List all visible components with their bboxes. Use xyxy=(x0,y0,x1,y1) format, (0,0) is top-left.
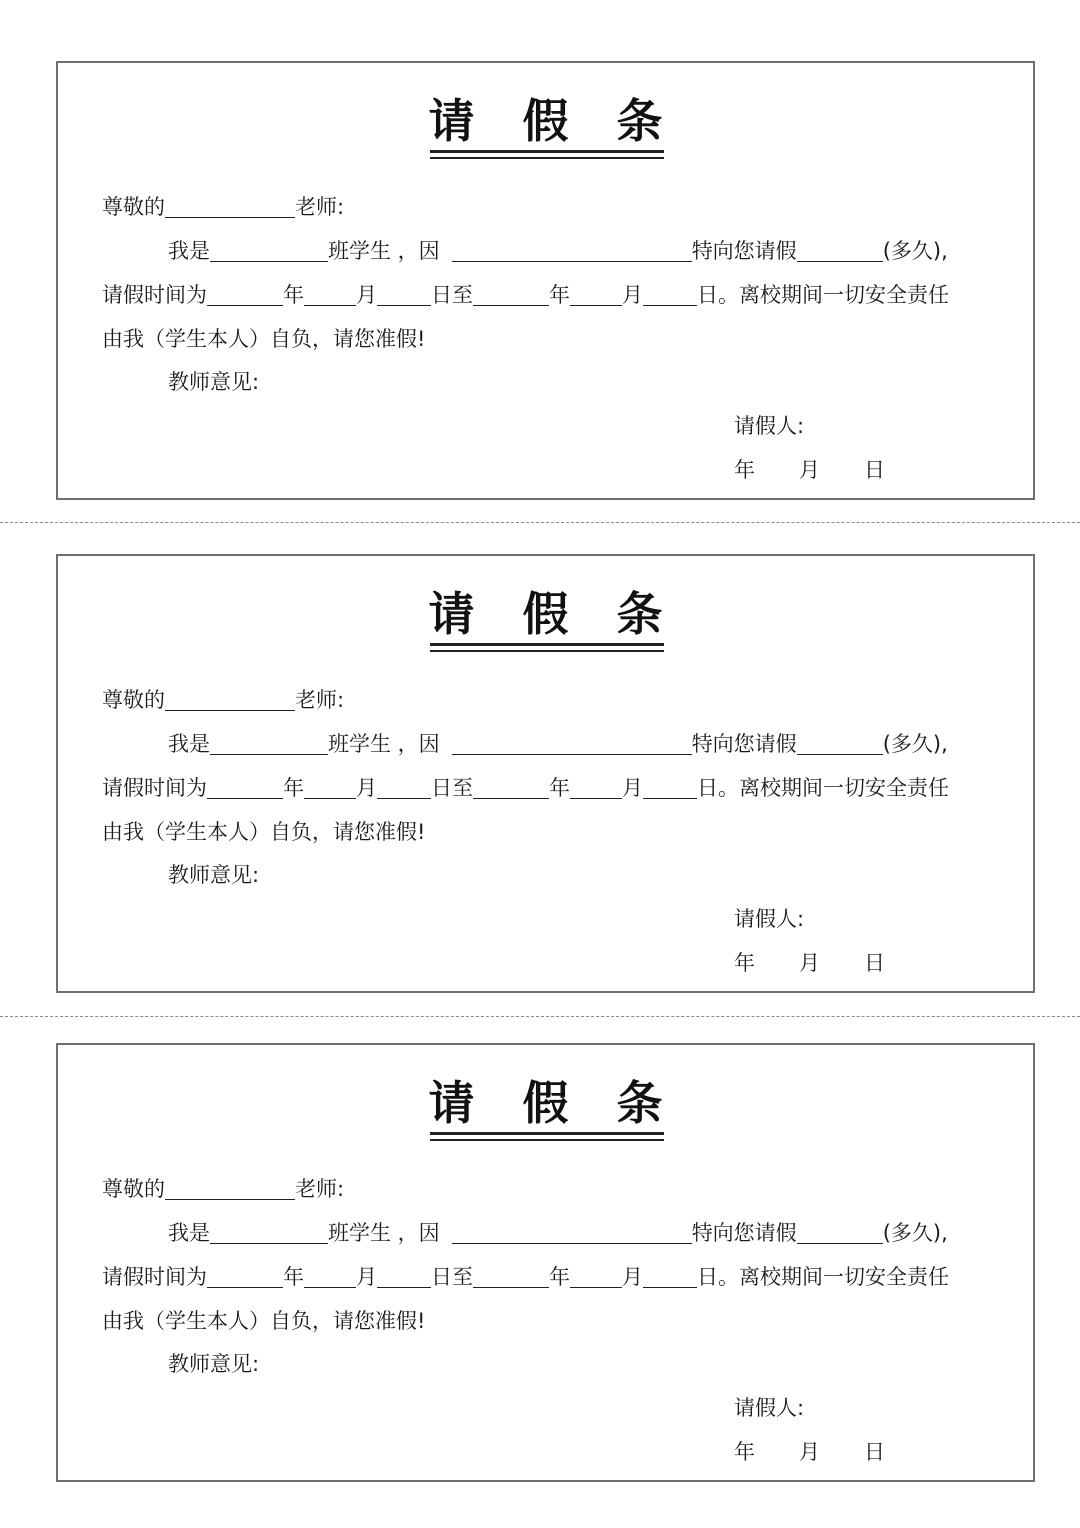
month-label: 月 xyxy=(622,283,643,307)
end-day-blank[interactable] xyxy=(643,776,697,799)
duration-blank[interactable] xyxy=(797,732,883,755)
date-month-label: 月 xyxy=(799,458,820,482)
year-label: 年 xyxy=(283,1265,304,1289)
reason-blank[interactable] xyxy=(452,1221,692,1244)
teacher-name-blank[interactable] xyxy=(165,195,295,218)
year-label: 年 xyxy=(549,283,570,307)
salutation-suffix: 老师: xyxy=(295,688,345,712)
start-year-blank[interactable] xyxy=(207,283,283,306)
salutation-line xyxy=(102,686,344,714)
date-day-label: 日 xyxy=(864,951,885,975)
class-blank[interactable] xyxy=(210,732,328,755)
slip-title xyxy=(58,586,1033,642)
start-year-blank[interactable] xyxy=(207,1265,283,1288)
title-char: 假 xyxy=(522,94,569,148)
line2-prefix: 我是 xyxy=(168,239,210,263)
salutation-prefix: 尊敬的 xyxy=(102,1177,165,1201)
start-month-blank[interactable] xyxy=(304,1265,356,1288)
line3-prefix: 请假时间为 xyxy=(102,1265,207,1289)
line2-reason-suffix: 特向您请假 xyxy=(691,1221,797,1245)
student-line xyxy=(168,237,948,265)
duration-blank[interactable] xyxy=(797,239,883,262)
month-label: 月 xyxy=(622,1265,643,1289)
date-month-label: 月 xyxy=(799,951,820,975)
date-year-label: 年 xyxy=(734,458,755,482)
end-year-blank[interactable] xyxy=(473,283,549,306)
end-month-blank[interactable] xyxy=(570,1265,622,1288)
title-char: 请 xyxy=(428,1076,475,1130)
date-year-label: 年 xyxy=(734,1440,755,1464)
line2-class-text: 班学生 ，因 xyxy=(328,1221,440,1245)
student-line xyxy=(168,730,948,758)
slip-title xyxy=(58,1075,1033,1131)
line3-end: 日。离校期间一切安全责任 xyxy=(697,1265,949,1289)
title-char: 条 xyxy=(616,1076,663,1130)
line2-prefix: 我是 xyxy=(168,732,210,756)
date-day-label: 日 xyxy=(864,1440,885,1464)
month-label: 月 xyxy=(356,776,377,800)
salutation-suffix: 老师: xyxy=(295,195,345,219)
applicant-label: 请假人: xyxy=(734,907,805,931)
teacher-opinion-label: 教师意见: xyxy=(168,863,260,887)
end-month-blank[interactable] xyxy=(570,776,622,799)
class-blank[interactable] xyxy=(210,1221,328,1244)
end-year-blank[interactable] xyxy=(473,1265,549,1288)
year-label: 年 xyxy=(283,776,304,800)
line3-end: 日。离校期间一切安全责任 xyxy=(697,776,949,800)
year-label: 年 xyxy=(283,283,304,307)
responsibility-line: 由我（学生本人）自负，请您准假! xyxy=(102,820,426,844)
cut-line xyxy=(0,522,1080,523)
title-char: 请 xyxy=(428,587,475,641)
student-line xyxy=(168,1219,948,1247)
start-year-blank[interactable] xyxy=(207,776,283,799)
title-char: 条 xyxy=(616,94,663,148)
start-day-blank[interactable] xyxy=(377,1265,431,1288)
title-char: 假 xyxy=(522,1076,569,1130)
start-day-blank[interactable] xyxy=(377,283,431,306)
line2-prefix: 我是 xyxy=(168,1221,210,1245)
signature-date xyxy=(734,949,885,977)
leave-slip-1 xyxy=(56,61,1035,500)
line2-class-text: 班学生 ，因 xyxy=(328,732,440,756)
title-char: 假 xyxy=(522,587,569,641)
period-line xyxy=(102,281,949,309)
salutation-prefix: 尊敬的 xyxy=(102,195,165,219)
salutation-line xyxy=(102,1175,344,1203)
month-label: 月 xyxy=(622,776,643,800)
salutation-prefix: 尊敬的 xyxy=(102,688,165,712)
responsibility-line: 由我（学生本人）自负，请您准假! xyxy=(102,327,426,351)
period-line xyxy=(102,1263,949,1291)
line2-duration-suffix: (多久), xyxy=(882,1221,948,1245)
class-blank[interactable] xyxy=(210,239,328,262)
line2-reason-suffix: 特向您请假 xyxy=(691,239,797,263)
signature-date xyxy=(734,1438,885,1466)
responsibility-line: 由我（学生本人）自负，请您准假! xyxy=(102,1309,426,1333)
teacher-opinion-label: 教师意见: xyxy=(168,370,260,394)
end-year-blank[interactable] xyxy=(473,776,549,799)
line3-prefix: 请假时间为 xyxy=(102,283,207,307)
month-label: 月 xyxy=(356,1265,377,1289)
teacher-opinion-label: 教师意见: xyxy=(168,1352,260,1376)
line2-duration-suffix: (多久), xyxy=(882,732,948,756)
line2-reason-suffix: 特向您请假 xyxy=(691,732,797,756)
end-month-blank[interactable] xyxy=(570,283,622,306)
date-month-label: 月 xyxy=(799,1440,820,1464)
end-day-blank[interactable] xyxy=(643,283,697,306)
end-day-blank[interactable] xyxy=(643,1265,697,1288)
day-to-label: 日至 xyxy=(431,1265,473,1289)
title-double-underline xyxy=(430,150,664,159)
title-double-underline xyxy=(430,643,664,652)
month-label: 月 xyxy=(356,283,377,307)
leave-slip-3 xyxy=(56,1043,1035,1482)
applicant-label: 请假人: xyxy=(734,414,805,438)
duration-blank[interactable] xyxy=(797,1221,883,1244)
salutation-suffix: 老师: xyxy=(295,1177,345,1201)
start-day-blank[interactable] xyxy=(377,776,431,799)
year-label: 年 xyxy=(549,1265,570,1289)
line3-end: 日。离校期间一切安全责任 xyxy=(697,283,949,307)
applicant-label: 请假人: xyxy=(734,1396,805,1420)
start-month-blank[interactable] xyxy=(304,283,356,306)
line2-duration-suffix: (多久), xyxy=(882,239,948,263)
slip-title xyxy=(58,93,1033,149)
teacher-name-blank[interactable] xyxy=(165,1177,295,1200)
date-day-label: 日 xyxy=(864,458,885,482)
cut-line xyxy=(0,1016,1080,1017)
day-to-label: 日至 xyxy=(431,776,473,800)
reason-blank[interactable] xyxy=(452,732,692,755)
line3-prefix: 请假时间为 xyxy=(102,776,207,800)
teacher-name-blank[interactable] xyxy=(165,688,295,711)
start-month-blank[interactable] xyxy=(304,776,356,799)
signature-date xyxy=(734,456,885,484)
year-label: 年 xyxy=(549,776,570,800)
title-char: 请 xyxy=(428,94,475,148)
period-line xyxy=(102,774,949,802)
title-char: 条 xyxy=(616,587,663,641)
day-to-label: 日至 xyxy=(431,283,473,307)
salutation-line xyxy=(102,193,344,221)
date-year-label: 年 xyxy=(734,951,755,975)
line2-class-text: 班学生 ，因 xyxy=(328,239,440,263)
title-double-underline xyxy=(430,1132,664,1141)
leave-slip-2 xyxy=(56,554,1035,993)
reason-blank[interactable] xyxy=(452,239,692,262)
